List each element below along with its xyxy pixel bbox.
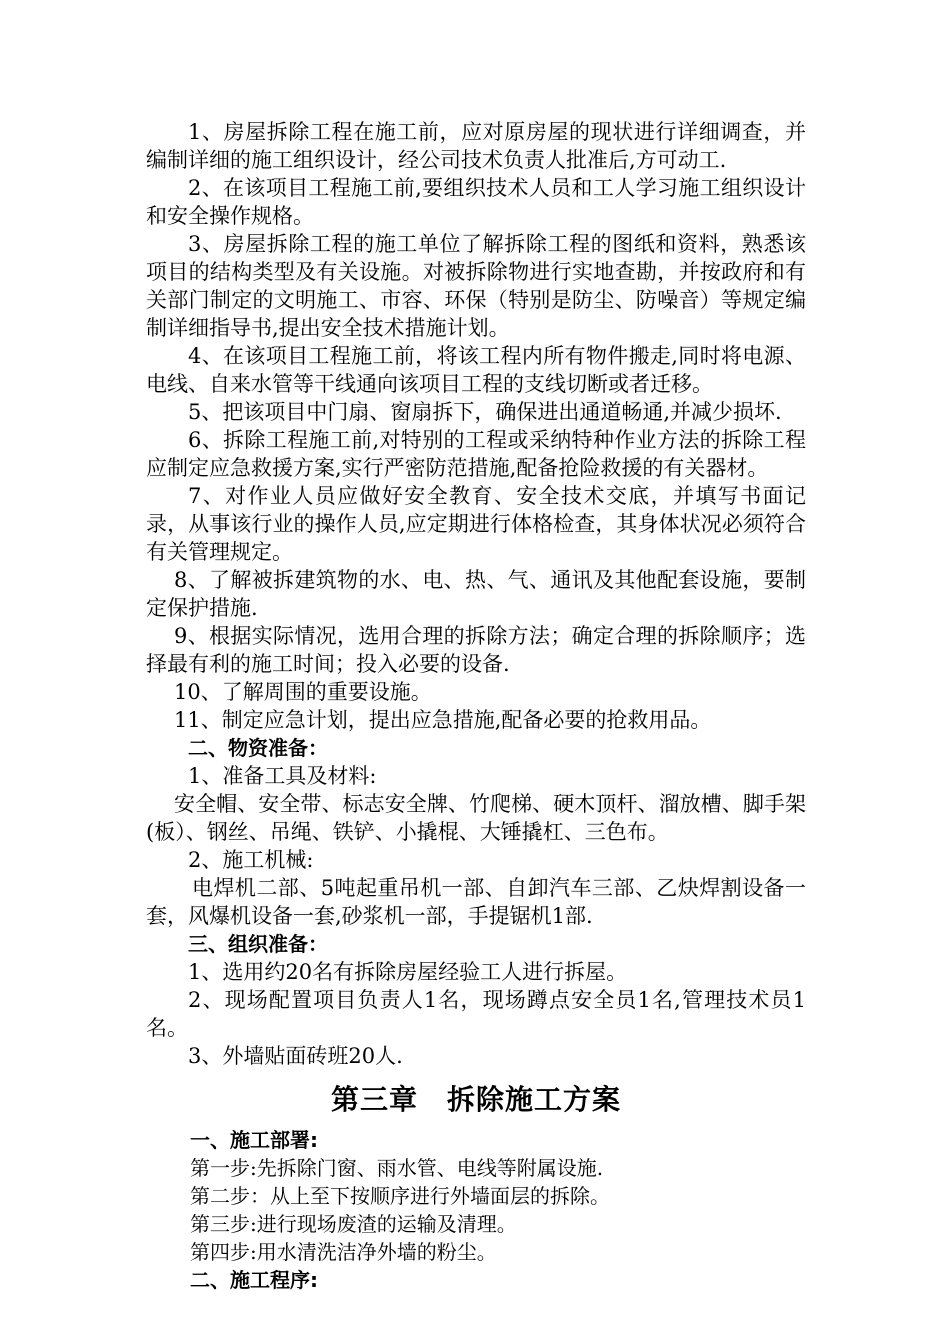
materials-item-2-label: 2、施工机械:	[188, 848, 314, 872]
deployment-step-1: 第一步:先拆除门窗、雨水管、电线等附属设施.	[190, 1156, 604, 1180]
paragraph-item-10: 10、了解周围的重要设施。	[174, 680, 432, 704]
paragraph-item-6: 6、拆除工程施工前,对特别的工程或采纳特种作业方法的拆除工程应制定应急救援方案,实行严密防范措施,配备抢险救援的有关器材。	[146, 428, 806, 480]
document-page	[146, 118, 806, 1294]
paragraph-item-5: 5、把该项目中门扇、窗扇拆下，确保进出通道畅通,并减少损坏.	[188, 400, 782, 424]
paragraph-item-9: 9、根据实际情况，选用合理的拆除方法；确定合理的拆除顺序；选择最有利的施工时间；投入必要的设备.	[146, 624, 806, 676]
deployment-step-2: 第二步：从上至下按顺序进行外墙面层的拆除。	[190, 1184, 610, 1208]
section-heading-procedure: 二、施工程序:	[190, 1268, 318, 1292]
deployment-step-4: 第四步:用水清洗洁净外墙的粉尘。	[190, 1240, 497, 1264]
organization-item-2: 2、现场配置项目负责人1名，现场蹲点安全员1名,管理技术员1名。	[146, 988, 806, 1040]
chapter-title: 第三章 拆除施工方案	[330, 1083, 621, 1116]
materials-item-2-text: 电焊机二部、5吨起重吊机一部、自卸汽车三部、乙炔焊割设备一套，风爆机设备一套,砂浆机一部，手提锯机1部.	[146, 876, 806, 928]
section-heading-deployment: 一、施工部署:	[190, 1128, 318, 1152]
paragraph-item-8: 8、了解被拆建筑物的水、电、热、气、通讯及其他配套设施，要制定保护措施.	[146, 568, 806, 620]
section-heading-materials: 二、物资准备：	[188, 736, 328, 760]
organization-item-1: 1、选用约20名有拆除房屋经验工人进行拆屋。	[188, 960, 628, 984]
section-heading-organization: 三、组织准备：	[188, 932, 328, 956]
paragraph-item-3: 3、房屋拆除工程的施工单位了解拆除工程的图纸和资料，熟悉该项目的结构类型及有关设施。对被拆除物进行实地查勘，并按政府和有关部门制定的文明施工、市容、环保（特别是防尘、防噪音）等规定编制详细指导书,提出安全技术措施计划。	[146, 232, 806, 340]
materials-item-1-text: 安全帽、安全带、标志安全牌、竹爬梯、硬木顶杆、溜放槽、脚手架(板）、钢丝、吊绳、铁铲、小撬棍、大锤撬杠、三色布。	[146, 792, 806, 844]
paragraph-item-4: 4、在该项目工程施工前，将该工程内所有物件搬走,同时将电源、电线、自来水管等干线通向该项目工程的支线切断或者迁移。	[146, 344, 806, 396]
paragraph-item-7: 7、对作业人员应做好安全教育、安全技术交底，并填写书面记录，从事该行业的操作人员,应定期进行体格检查，其身体状况必须符合有关管理规定。	[146, 484, 806, 564]
paragraph-item-2: 2、在该项目工程施工前,要组织技术人员和工人学习施工组织设计和安全操作规格。	[146, 176, 806, 228]
deployment-step-3: 第三步:进行现场废渣的运输及清理。	[190, 1212, 517, 1236]
materials-item-1-label: 1、准备工具及材料:	[188, 764, 377, 788]
paragraph-item-1: 1、房屋拆除工程在施工前，应对原房屋的现状进行详细调查，并编制详细的施工组织设计，经公司技术负责人批准后,方可动工.	[146, 120, 806, 172]
paragraph-item-11: 11、制定应急计划，提出应急措施,配备必要的抢救用品。	[174, 708, 712, 732]
organization-item-3: 3、外墙贴面砖班20人.	[188, 1044, 403, 1068]
